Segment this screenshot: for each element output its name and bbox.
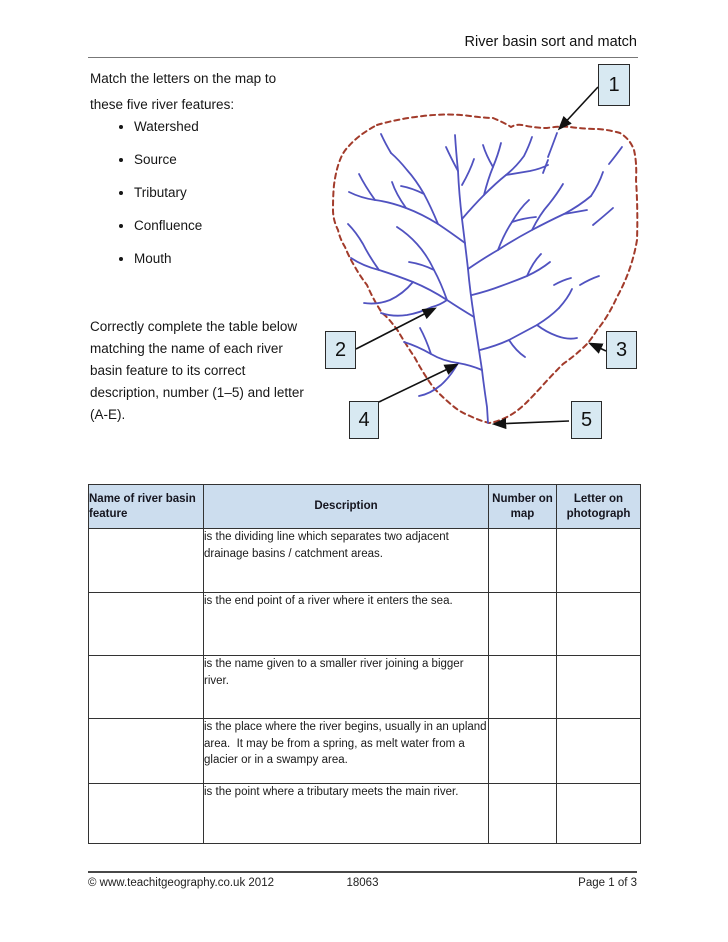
river-network [348, 133, 622, 423]
col-header-description: Description [204, 485, 489, 529]
arrow-4 [379, 365, 456, 402]
description-cell: is the name given to a smaller river joining a bigger river. [204, 656, 489, 719]
feature-name-cell [89, 656, 204, 719]
table-header-row [89, 485, 641, 529]
list-item: • Mouth [134, 250, 324, 268]
letter-cell [557, 784, 641, 844]
footer-divider [88, 871, 637, 873]
label-arrows [356, 87, 606, 424]
number-cell [489, 593, 557, 656]
description-cell: is the place where the river begins, usually in an upland area. It may be from a spring, as melt water from a glacier or in a swampy area. [204, 719, 489, 784]
letter-cell [557, 656, 641, 719]
list-item: • Confluence [134, 217, 324, 235]
footer-page-number: Page 1 of 3 [578, 877, 637, 889]
footer-copyright: © www.teachitgeography.co.uk 2012 [88, 877, 274, 889]
description-cell: is the point where a tributary meets the main river. [204, 784, 489, 844]
list-item: • Source [134, 151, 324, 169]
col-header-letter: Letter on photograph [557, 485, 641, 529]
number-cell [489, 719, 557, 784]
description-cell: is the dividing line which separates two adjacent drainage basins / catchment areas. [204, 529, 489, 593]
description-cell: is the end point of a river where it enters the sea. [204, 593, 489, 656]
footer-doc-id: 18063 [346, 877, 379, 889]
feature-name-cell [89, 784, 204, 844]
table-row [89, 593, 641, 656]
arrow-1 [560, 87, 598, 128]
intro-text: Match the letters on the map to these five river features: [90, 71, 277, 112]
feature-name-cell [89, 593, 204, 656]
feature-name-cell [89, 529, 204, 593]
arrow-3 [591, 344, 606, 351]
list-item: • Watershed [134, 118, 324, 136]
col-header-number: Number on map [489, 485, 557, 529]
letter-cell [557, 593, 641, 656]
map-label-5: 5 [571, 401, 602, 439]
table-row [89, 719, 641, 784]
map-label-4: 4 [349, 401, 379, 439]
worksheet-table [88, 484, 641, 844]
number-cell [489, 784, 557, 844]
page-title: River basin sort and match [464, 34, 637, 50]
number-cell [489, 656, 557, 719]
col-header-feature: Name of river basin feature [89, 485, 204, 529]
table-row [89, 656, 641, 719]
letter-cell [557, 719, 641, 784]
table-row [89, 784, 641, 844]
river-basin-map [300, 55, 645, 450]
feature-name-cell [89, 719, 204, 784]
number-cell [489, 529, 557, 593]
map-label-2: 2 [325, 331, 356, 369]
map-label-3: 3 [606, 331, 637, 369]
list-item: • Tributary [134, 184, 324, 202]
letter-cell [557, 529, 641, 593]
arrow-5 [495, 421, 569, 424]
map-label-1: 1 [598, 64, 630, 106]
table-row [89, 529, 641, 593]
task-text: Correctly complete the table below matching the name of each river basin feature to its correct description, number (1–5) and letter (A-E). [90, 319, 304, 422]
river-features-list [110, 118, 324, 283]
